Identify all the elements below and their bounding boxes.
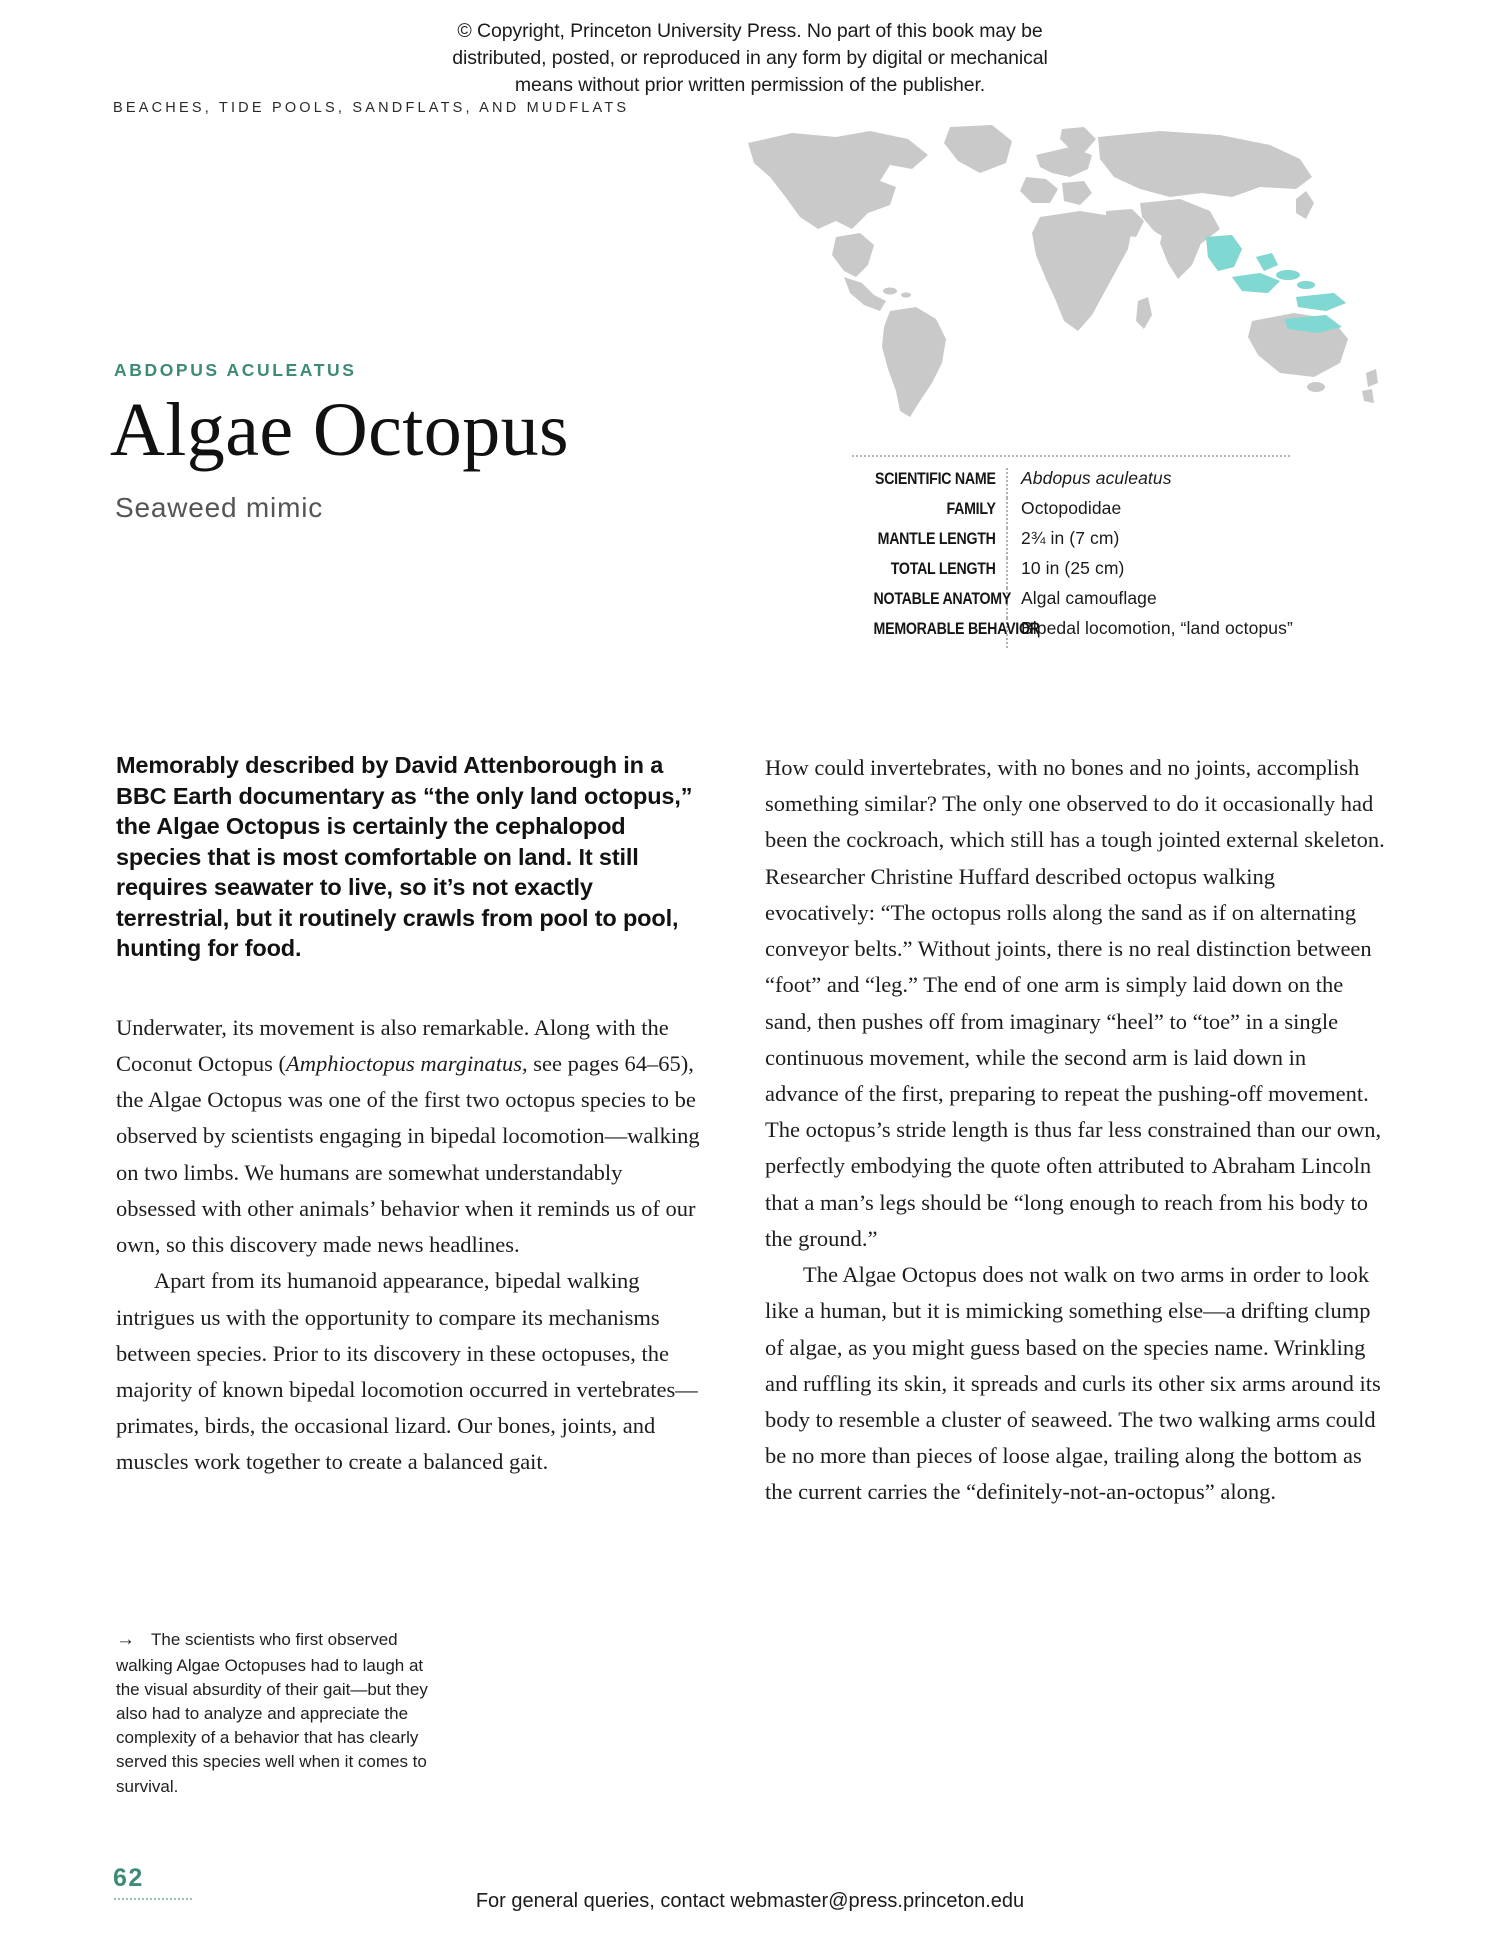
species-scientific-eyebrow: ABDOPUS ACULEATUS xyxy=(114,360,357,380)
fact-value-mantle-length: 2¾ in (7 cm) xyxy=(1021,528,1120,548)
table-row xyxy=(852,528,1292,558)
body-column-left xyxy=(116,750,701,1481)
fact-label-memorable-behavior: MEMORABLE BEHAVIOR xyxy=(873,620,1040,638)
distribution-map xyxy=(740,125,1380,425)
fact-divider xyxy=(1006,468,1008,498)
article-paragraph-5: The Algae Octopus does not walk on two arms in order to look like a human, but it is mimicking something else—a drifting clump of algae, as you might guess based on the species name. Wrinkling and ruffling its skin, it spreads and curls its other six arms around its body to resemble a cluster of seaweed. The two walking arms could be no more than pieces of loose algae, trailing along the bottom as the current carries the “definitely-not-an-octopus” along. xyxy=(765,1262,1381,1505)
page-number: 62 xyxy=(113,1864,144,1892)
fact-label-family: FAMILY xyxy=(946,500,996,518)
fact-divider xyxy=(1006,498,1008,528)
fact-value-family: Octopodidae xyxy=(1021,498,1122,518)
table-row xyxy=(852,558,1292,588)
fact-label-total-length: TOTAL LENGTH xyxy=(890,560,996,578)
table-row xyxy=(852,588,1292,618)
table-row xyxy=(852,618,1292,648)
article-paragraph-4: Researcher Christine Huffard described octopus walking evocatively: “The octopus rolls along the sand as if on alternating conveyor belts.” Without joints, there is no real distinction between “foot” and “leg.” The end of one arm is simply laid down on the sand, then pushes off from imaginary “heel” to “toe” in a single continuous movement, while the second arm is laid down in advance of the first, preparing to repeat the pushing-off movement. The octopus’s stride length is thus far less constrained than our own, perfectly embodying the quote often attributed to Abraham Lincoln that a man’s legs should be “long enough to reach from his body to the ground.” xyxy=(765,863,1382,1251)
fact-divider xyxy=(1006,528,1008,558)
arrow-right-icon: → xyxy=(116,1629,135,1650)
fact-table-top-rule xyxy=(852,455,1290,457)
article-paragraph-2: Apart from its humanoid appearance, bipedal walking intrigues us with the opportunity to compare its mechanisms between species. Prior to its discovery in these octopuses, the majority of known bipedal locomotion occurred in vertebrates—primates, birds, the occasional lizard. Our bones, joints, and muscles work together to create a balanced gait. xyxy=(116,1268,698,1475)
article-lede: Memorably described by David Attenborough in a BBC Earth documentary as “the only land octopus,” the Algae Octopus is certainly the cephalopod species that is most comfortable on land. It still requires seawater to live, so it’s not exactly terrestrial, but it routinely crawls from pool to pool, hunting for food. xyxy=(116,752,693,962)
article-paragraph-3: How could invertebrates, with no bones and no joints, accomplish something similar? The only one observed to do it occasionally had been the cockroach, which still has a tough jointed external skeleton. xyxy=(765,755,1385,853)
fact-label-mantle-length: MANTLE LENGTH xyxy=(877,530,996,548)
running-head: BEACHES, TIDE POOLS, SANDFLATS, AND MUDFLATS xyxy=(113,100,630,116)
para1-post: , see pages 64–65), the Algae Octopus was one of the first two octopus species to be observed by scientists engaging in bipedal locomotion—walking on two limbs. We humans are somewhat understandably obsessed with other animals’ behavior when it reminds us of our own, so this discovery made news headlines. xyxy=(116,1051,700,1258)
table-row xyxy=(852,468,1292,498)
page-title: Algae Octopus xyxy=(110,388,569,472)
copyright-line-2: distributed, posted, or reproduced in any form by digital or mechanical xyxy=(452,46,1048,69)
fact-divider xyxy=(1006,558,1008,588)
fact-value-total-length: 10 in (25 cm) xyxy=(1021,558,1125,578)
article-paragraph-1 xyxy=(116,1010,701,1264)
para1-pre: Underwater, its movement is also remarkable. Along with the Coconut Octopus ( xyxy=(116,1014,669,1077)
world-map-svg xyxy=(740,125,1380,425)
species-fact-table xyxy=(852,455,1292,648)
fact-value-notable-anatomy: Algal camouflage xyxy=(1021,588,1157,608)
figure-caption xyxy=(116,1627,446,1799)
fact-label-scientific-name: SCIENTIFIC NAME xyxy=(874,470,996,488)
figure-caption-text: The scientists who first observed walking Algae Octopuses had to laugh at the visual absurdity of their gait—but they also had to analyze and appreciate the complexity of a behavior that has clearly served this species well when it comes to survival. xyxy=(116,1630,428,1796)
copyright-line-3: means without prior written permission of the publisher. xyxy=(514,73,986,96)
copyright-line-1: © Copyright, Princeton University Press. No part of this book may be xyxy=(457,20,1043,42)
body-column-right xyxy=(765,750,1385,1511)
copyright-notice xyxy=(380,18,1120,99)
fact-value-memorable-behavior: Bipedal locomotion, “land octopus” xyxy=(1021,618,1293,638)
para1-species-italic: Amphioctopus marginatus xyxy=(285,1051,523,1077)
fact-value-scientific-name: Abdopus aculeatus xyxy=(1021,468,1172,488)
table-row xyxy=(852,498,1292,528)
footer-queries-notice: For general queries, contact webmaster@press.princeton.edu xyxy=(475,1890,1025,1912)
page-subtitle: Seaweed mimic xyxy=(115,492,324,523)
fact-label-notable-anatomy: NOTABLE ANATOMY xyxy=(873,590,1012,608)
